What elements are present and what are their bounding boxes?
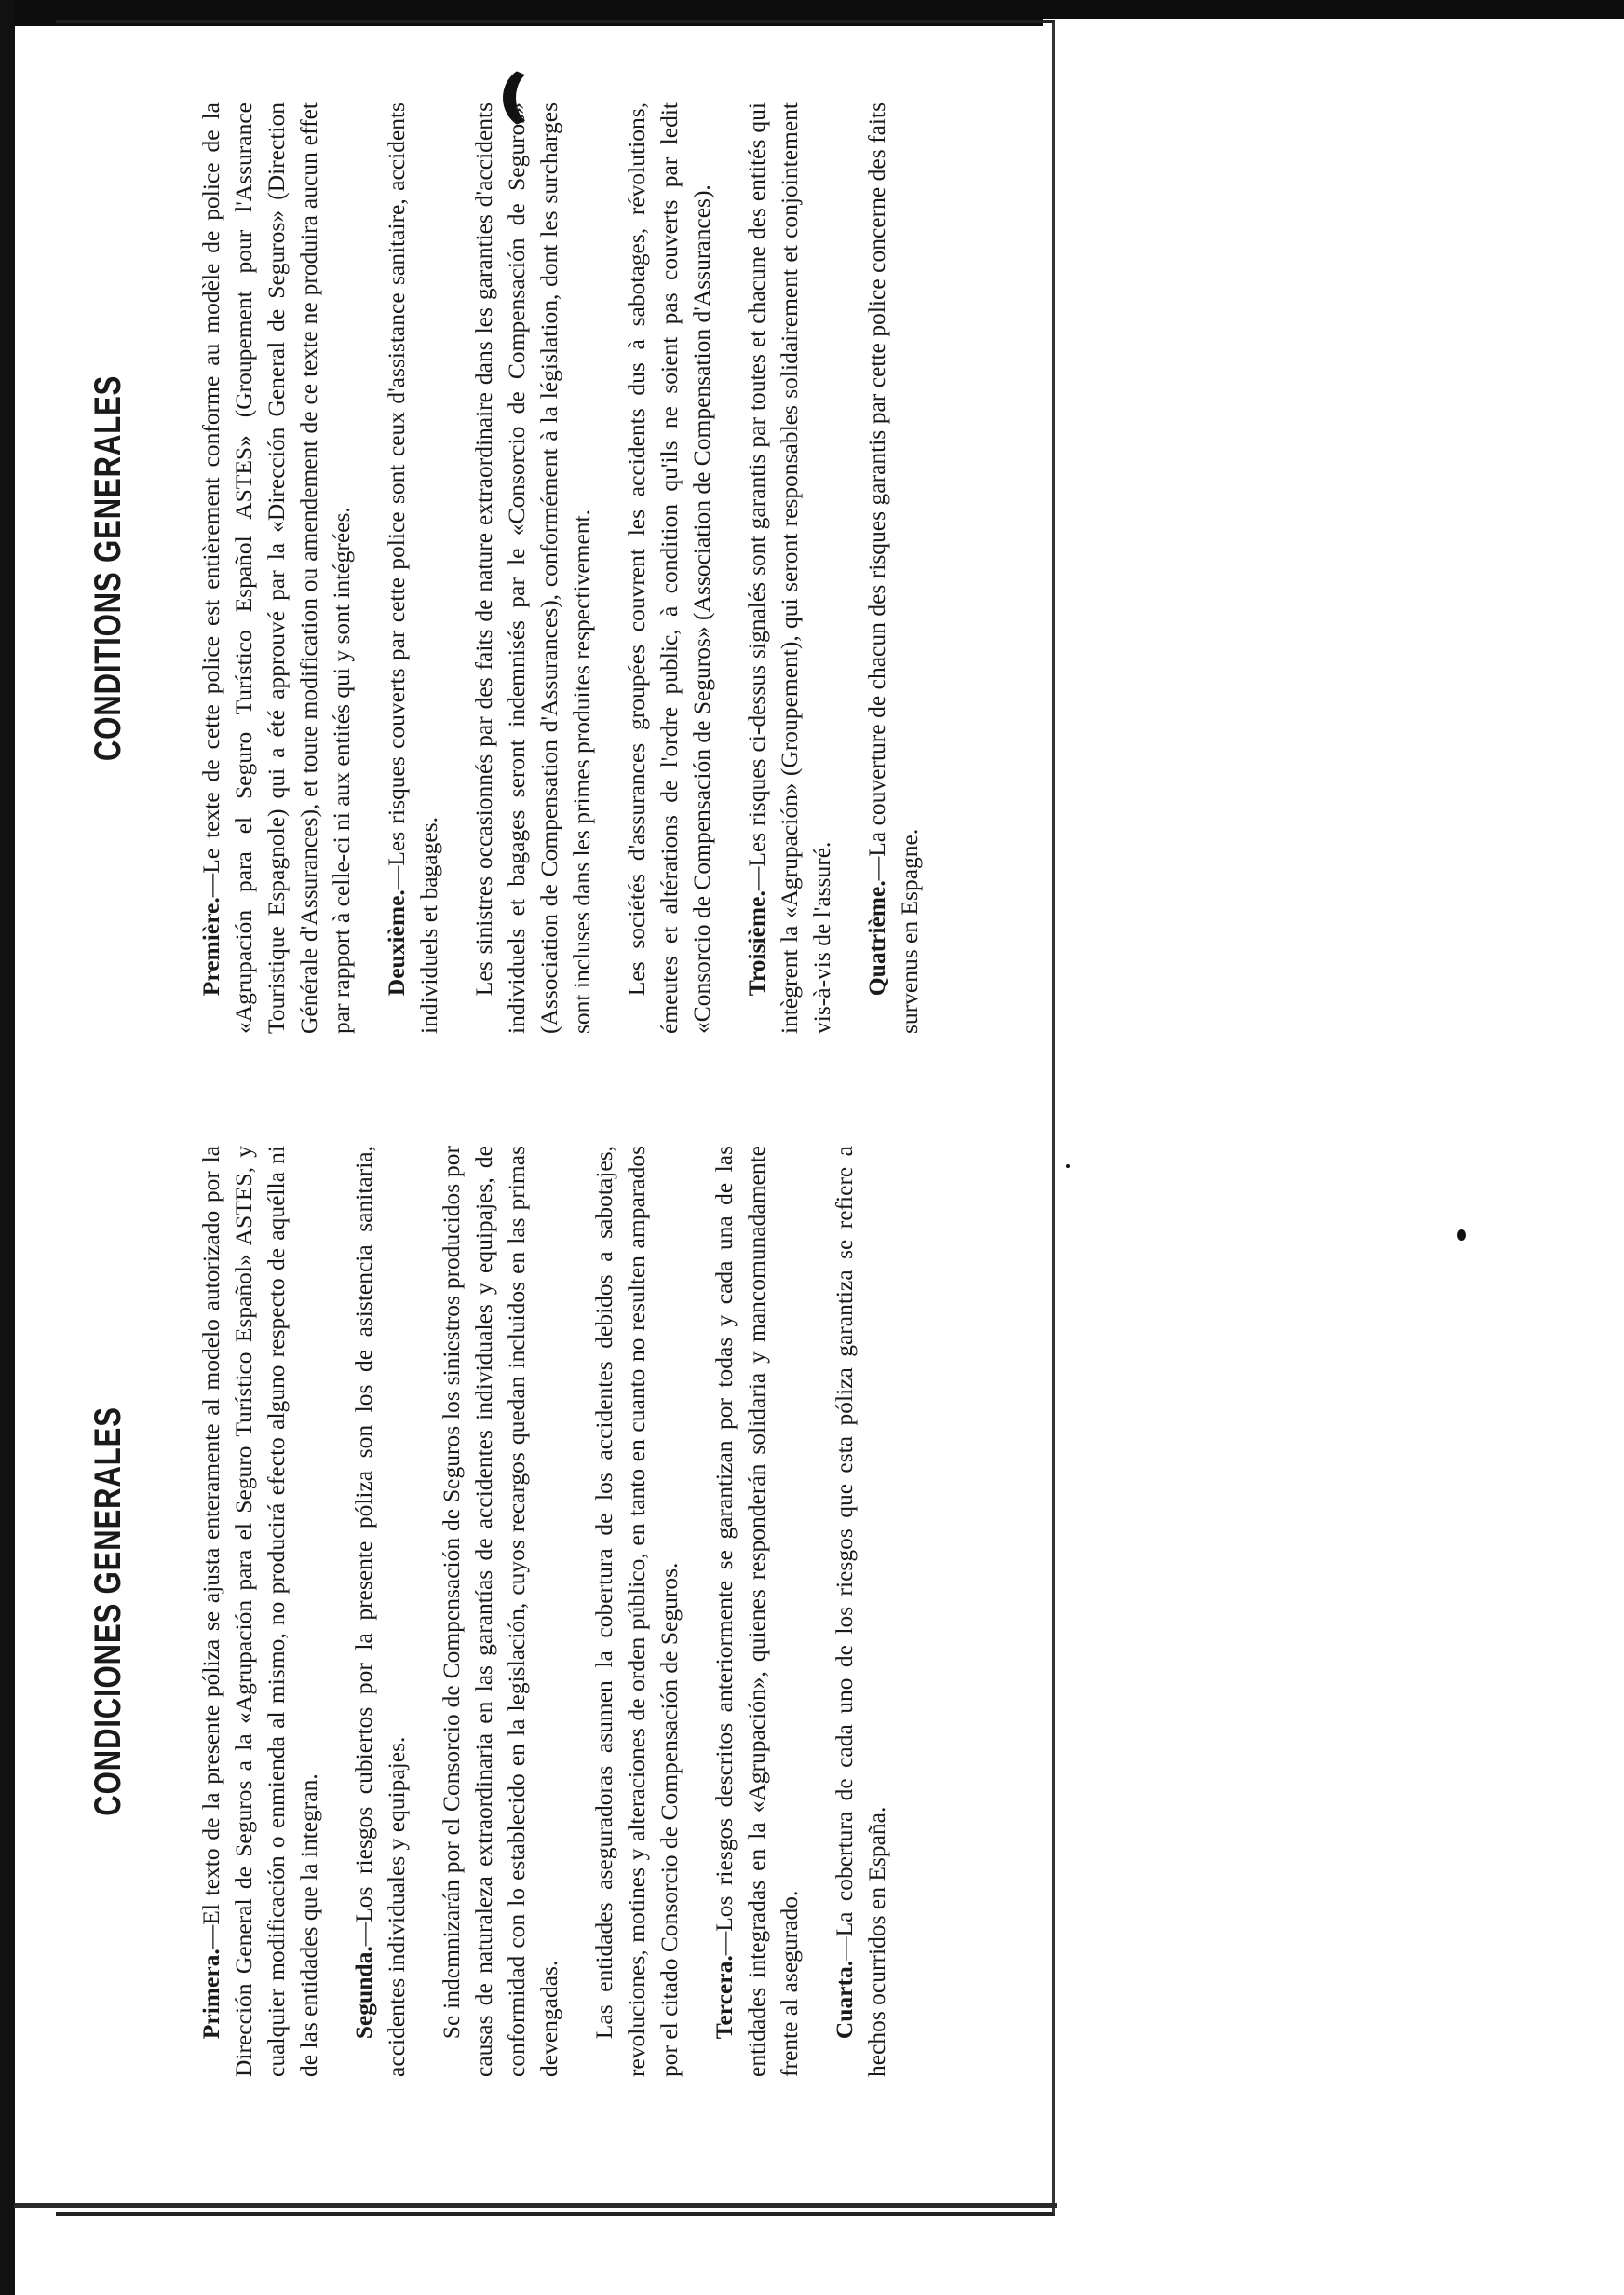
es-paragraph-cuarta [828,1146,893,2077]
fr-text-premiere: —Le texte de cette police est entièrement conforme au modèle de police de la «Agrupación para el Seguro Turístico Español ASTES» (Groupement pour l'Assurance Touristique Espagnole) qui a été approuvé par la «Dirección General de Seguros» (Direction Générale d'Assurances), et toute modification ou amendement de ce texte ne produira aucun effet par rapport à celle-ci ni aux entités qui y sont intégrées. [197,102,355,1034]
es-text-primera: —El texto de la presente póliza se ajusta enteramente al modelo autorizado por la Dirección General de Seguros a la «Agrupación para el Seguro Turístico Español» ASTES, y cualquier modificación o enmienda al mismo, no producirá efecto alguno respecto de aquélla ni de las entidades que la integran. [197,1146,322,2077]
fr-text-deuxieme: —Les risques couverts par cette police sont ceux d'assistance sanitaire, accidents individuels et bagages. [383,102,442,1034]
spanish-title: CONDICIONES GENERALES [88,1406,129,1816]
spanish-column [84,1146,915,2077]
es-paragraph-tercera [708,1146,805,2077]
es-paragraph-entidades: Las entidades aseguradoras asumen la cobertura de los accidentes debidos a sabotajes, revoluciones, motines y alteraciones de orden público, en tanto en cuanto no resulten amparados por el citado Consorcio de Compensación de Seguros. [590,1146,683,2077]
fr-text-troisieme: —Les risques ci-dessus signalés sont garantis par toutes et chacune des entités qui intègrent la «Agrupación» (Groupement), qui seront responsables solidairement et conjointement vis-à-vis de l'assuré. [743,102,835,1034]
scan-speck [1457,1229,1466,1241]
scan-speck [1066,1164,1070,1168]
fr-lead-premiere: Première. [197,897,224,997]
es-paragraph-primera [195,1146,325,2077]
es-lead-primera: Primera. [197,1949,224,2040]
es-lead-cuarta: Cuarta. [831,1960,858,2040]
fr-paragraph-societes: Les sociétés d'assurances groupées couvrent les accidents dus à sabotages, révolutions, émeutes et altérations de l'ordre public, à condition qu'ils ne soient pas couverts par ledit «Consorcio de Compensación de Seguros» (Association de Compensation d'Assurances). [623,102,715,1034]
french-column [84,102,948,1034]
french-title: CONDITIONS GENERALES [88,374,129,762]
es-lead-tercera: Tercera. [710,1955,738,2040]
fr-paragraph-deuxieme [380,102,445,1034]
es-text-cuarta: —La cobertura de cada uno de los riesgos que esta póliza garantiza se refiere a hechos ocurridos en España. [831,1146,890,2077]
fr-paragraph-quatrieme [860,102,926,1034]
fr-lead-quatrieme: Quatrième. [863,880,890,997]
es-paragraph-consorcio: Se indemnizarán por el Consorcio de Compensación de Seguros los siniestros producidos por causas de naturaleza extraordinaria en las garantías de accidentes individuales y equipajes, de conformidad con lo establecido en la legislación, cuyos recargos quedan incluidos en las primas devengadas. [438,1146,562,2077]
fr-paragraph-troisieme [740,102,838,1034]
fr-paragraph-sinistres: Les sinistres occasionnés par des faits de nature extraordinaire dans les garanties d'accidents individuels et bagages seront indemnisés par le «Consorcio de Compensación de Seguros» (Association de Compensation d'Assurances), conformément à la législation, dont les surcharges sont incluses dans les primes produites respectivement. [470,102,595,1034]
rotated-page [84,84,1015,2077]
fr-lead-deuxieme: Deuxième. [383,889,410,997]
es-text-segunda: —Los riesgos cubiertos por la presente póliza son los de asistencia sanitaria, accidentes individuales y equipajes. [350,1146,410,2077]
fr-paragraph-premiere [195,102,358,1034]
scan-fold-line [14,2203,1057,2208]
es-lead-segunda: Segunda. [350,1946,377,2040]
fr-lead-troisieme: Troisième. [743,890,770,997]
fr-text-quatrieme: —La couverture de chacun des risques garantis par cette police concerne des faits survenus en Espagne. [863,102,923,1034]
es-text-tercera: —Los riesgos descritos anteriormente se garantizan por todas y cada una de las entidades integradas en la «Agrupación», quienes responderán solidaria y mancomunadamente frente al asegurado. [710,1146,803,2077]
scan-edge-left [0,0,15,2295]
es-paragraph-segunda [347,1146,413,2077]
